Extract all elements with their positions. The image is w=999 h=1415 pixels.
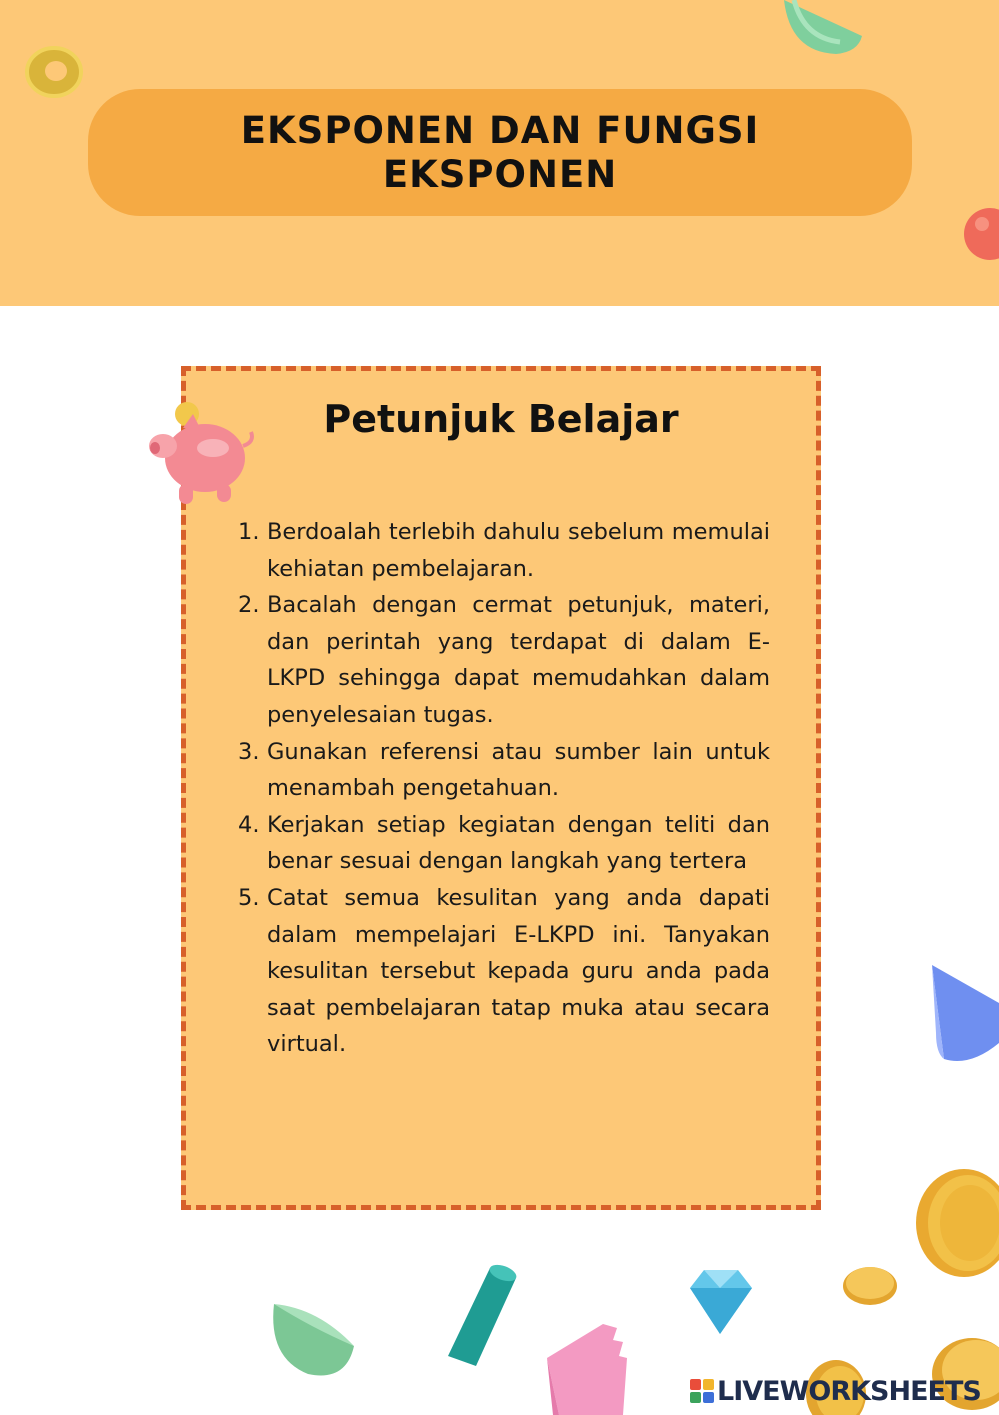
panel-title: Petunjuk Belajar <box>323 397 679 441</box>
instruction-list <box>238 514 770 1063</box>
diamond-icon <box>684 1266 756 1338</box>
step-number: 3. <box>238 738 260 765</box>
ring-icon <box>22 42 86 102</box>
title-banner <box>88 89 912 216</box>
bowl-icon <box>268 1298 358 1382</box>
logo-mark-icon <box>690 1379 714 1403</box>
coin-icon <box>840 1262 900 1308</box>
page-title: EKSPONEN DAN FUNGSI EKSPONEN <box>240 108 760 196</box>
list-item <box>238 880 770 1063</box>
list-item <box>238 807 770 880</box>
step-text: Gunakan referensi atau sumber lain untuk menambah pengetahuan. <box>267 738 770 802</box>
instructions-panel <box>181 366 821 1210</box>
list-item <box>238 587 770 733</box>
step-text: Catat semua kesulitan yang anda dapati dalam mempelajari E-LKPD ini. Tanyakan kesulitan tersebut kepada guru anda pada saat pembelajaran tatap muka atau secara virtual. <box>267 884 770 1058</box>
coin-icon <box>908 1165 999 1285</box>
piggy-bank-icon <box>143 400 258 515</box>
list-item <box>238 514 770 587</box>
step-text: Kerjakan setiap kegiatan dengan teliti dan benar sesuai dengan langkah yang tertera <box>267 811 770 875</box>
step-text: Berdoalah terlebih dahulu sebelum memulai kehiatan pembelajaran. <box>267 519 770 582</box>
step-number: 2. <box>238 592 260 619</box>
step-number: 4. <box>238 811 260 838</box>
step-number: 1. <box>238 519 260 545</box>
list-item <box>238 734 770 807</box>
stairs-block-icon <box>543 1318 627 1415</box>
step-text: Bacalah dengan cermat petunjuk, materi, dan perintah yang terdapat di dalam E-LKPD sehingga dapat memudahkan dalam penyelesaian tugas. <box>267 592 770 728</box>
bowl-icon <box>780 0 866 58</box>
cone-icon <box>930 963 999 1069</box>
cylinder-icon <box>440 1262 520 1368</box>
step-number: 5. <box>238 884 260 911</box>
logo-text: LIVEWORKSHEETS <box>717 1375 981 1407</box>
ball-icon <box>962 206 999 262</box>
liveworksheets-logo <box>690 1374 981 1408</box>
